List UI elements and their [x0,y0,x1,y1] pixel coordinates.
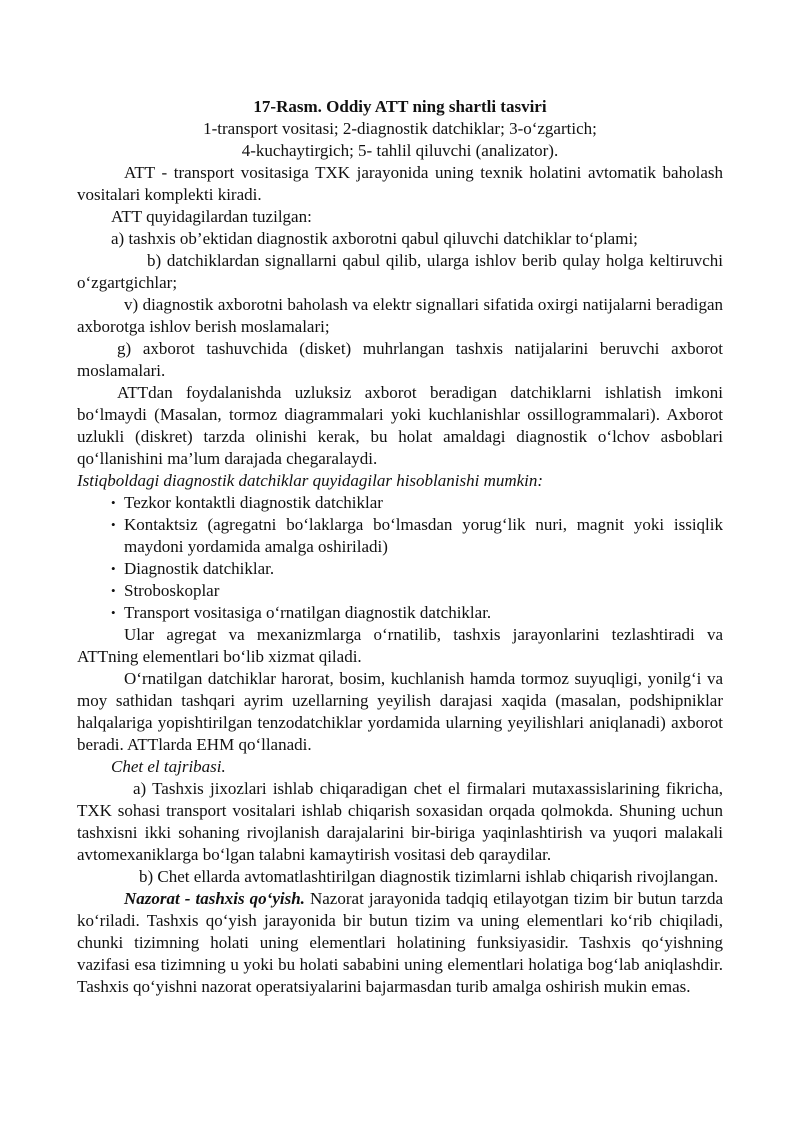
sensor-bullet-list [77,492,723,624]
bullet-icon: • [111,495,116,510]
paragraph-att-usage: ATTdan foydalanishda uzluksiz axborot beradigan datchiklarni ishlatish imkoni bo‘lmaydi (Masalan, tormoz diagrammalari yoki kuchlanishlar ossillogrammalari). Axborot uzlukli (diskret) tarzda olinishi kerak, bu holat amaldagi diagnostik o‘lchov asboblari qo‘llanishini ma’lum darajada chegaralaydi. [77,383,723,468]
paragraph-foreign-b: b) Chet ellarda avtomatlashtirilgan diagnostik tizimlarni ishlab chiqarish rivojlangan. [139,867,719,886]
bullet-icon: • [111,605,116,620]
list-item-b: b) datchiklardan signallarni qabul qilib, ularga ishlov berib qulay holga keltiruvchi o‘zgartgichlar; [77,251,723,292]
control-diagnosis-text: Nazorat jarayonida tadqiq etilayotgan tizim bir butun tarzda ko‘riladi. Tashxis qo‘yish jarayonida bir butun tizim va uning elementlari ko‘rib chiqiladi, chunki tizimning holati uning elementlari holatining funksiyasidir. Tashxis qo‘yishning vazifasi esa tizimning u yoki bu holati sababini uning elementlari holatiga bog‘lab aniqlashdir. Tashxis qo‘yishni nazorat operatsiyalarini bajarmasdan turib amalga oshirish mukin emas. [77,889,723,996]
bullet-item [111,580,723,602]
paragraph-foreign-a: a) Tashxis jixozlari ishlab chiqaradigan chet el firmalari mutaxassislarining fikricha, TXK sohasi transport vositalari ishlab chiqarish soxasidan orqada qolmokda. Shuning uchun tashxisni ikki sohaning rivojlanish darajalarini bir-biriga yaqinlashtirish va yuqori malakali avtomexaniklarga bo‘lgan talabni kamaytirish vositasi deb qaraydilar. [77,779,723,864]
bullet-item [111,492,723,514]
list-item-v: v) diagnostik axborotni baholash va elektr signallari sifatida oxirgi natijalarni beradigan axborotga ishlov berish moslamalari; [77,295,723,336]
bullet-item [111,602,723,624]
bullet-text: Diagnostik datchiklar. [124,559,275,578]
bullet-item [111,558,723,580]
paragraph-att-definition: ATT - transport vositasiga TXK jarayonida uning texnik holatini avtomatik baholash vositalari komplekti kiradi. [77,163,723,204]
bullet-text: Stroboskoplar [124,581,220,600]
figure-legend-line-1: 1-transport vositasi; 2-diagnostik datchiklar; 3-o‘zgartich; [203,119,597,138]
bullet-text: Kontaktsiz (agregatni bo‘laklarga bo‘lmasdan yorug‘lik nuri, magnit yoki issiqlik maydoni yordamida amalga oshiriladi) [124,515,723,556]
section-heading-future-sensors: Istiqboldagi diagnostik datchiklar quyidagilar hisoblanishi mumkin: [77,471,544,490]
bullet-text: Tezkor kontaktli diagnostik datchiklar [124,493,383,512]
paragraph-att-composition: ATT quyidagilardan tuzilgan: [111,207,312,226]
figure-legend-line-2: 4-kuchaytirgich; 5- tahlil qiluvchi (analizator). [241,141,559,160]
figure-title: 17-Rasm. Oddiy ATT ning shartli tasviri [253,97,547,116]
paragraph-installed-sensors: O‘rnatilgan datchiklar harorat, bosim, kuchlanish hamda tormoz suyuqligi, yonilg‘i va moy sathidan tashqari ayrim uzellarning yeyilish darajasi xaqida (masalan, podshipniklar halqalariga yopishtirilgan tenzodatchiklar yordamida ularning yeyilishlari aniqlanadi) axborot beradi. ATTlarda EHM qo‘llanadi. [77,669,723,754]
document-page [77,96,723,998]
paragraph-control-diagnosis [77,888,723,998]
bullet-icon: • [111,561,116,576]
figure-caption [77,96,723,162]
term-control-diagnosis: Nazorat - tashxis qo‘yish. [124,889,305,908]
section-heading-foreign-experience: Chet el tajribasi. [111,757,226,776]
bullet-icon: • [111,517,116,532]
list-item-a: a) tashxis ob’ektidan diagnostik axborotni qabul qiluvchi datchiklar to‘plami; [111,229,638,248]
list-item-g: g) axborot tashuvchida (disket) muhrlangan tashxis natijalarini beruvchi axborot moslamalari. [77,339,723,380]
bullet-item [111,514,723,558]
paragraph-sensor-installation: Ular agregat va mexanizmlarga o‘rnatilib, tashxis jarayonlarini tezlashtiradi va ATTning elementlari bo‘lib xizmat qiladi. [77,625,723,666]
bullet-text: Transport vositasiga o‘rnatilgan diagnostik datchiklar. [124,603,492,622]
bullet-icon: • [111,583,116,598]
